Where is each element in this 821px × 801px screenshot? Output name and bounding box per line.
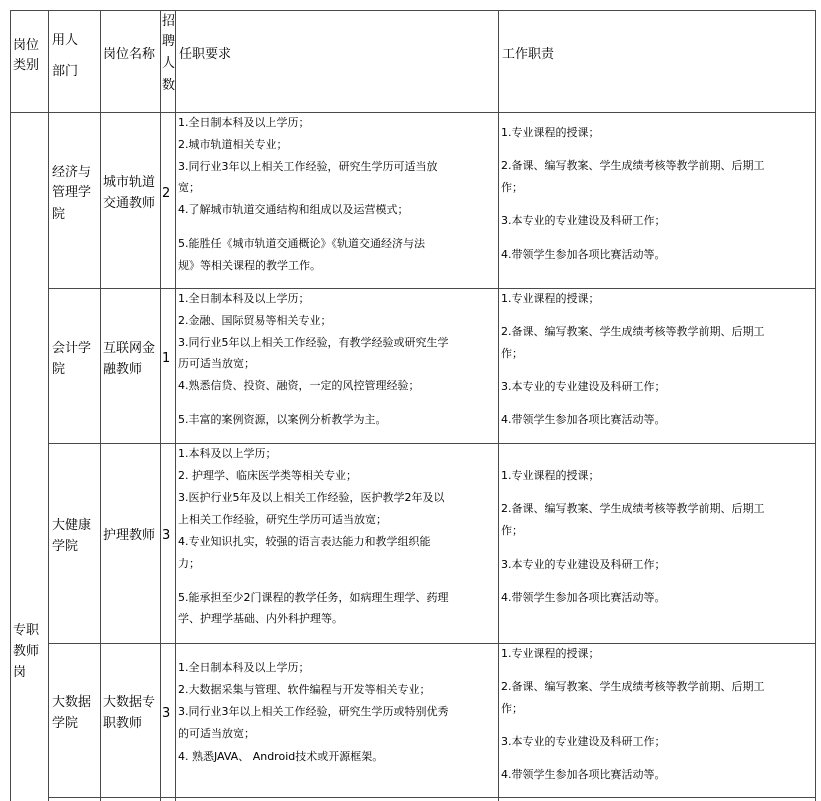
row3-req-3: 3.医护行业5年及以上相关工作经验，医护教学2年及以 xyxy=(178,491,445,504)
row1-req-6: 5.能胜任《城市轨道交通概论》《轨道交通经济与法 xyxy=(178,237,425,250)
row2-duty-5: 4.带领学生参加各项比赛活动等。 xyxy=(501,413,666,426)
row3-req-8: 学、护理学基础、内外科护理等。 xyxy=(178,612,343,625)
row2-duty-1: 1.专业课程的授课； xyxy=(501,292,600,305)
row1-duty-5: 4.带领学生参加各项比赛活动等。 xyxy=(501,248,666,261)
row1-dept-3: 院 xyxy=(52,207,66,222)
header-duties: 工作职责 xyxy=(502,47,555,62)
row3-dept-1: 大健康 xyxy=(52,518,92,533)
row4-dept-2: 学院 xyxy=(52,716,79,731)
row2-req-6: 5.丰富的案例资源，以案例分析教学为主。 xyxy=(178,413,387,426)
row1-position-2: 交通教师 xyxy=(103,196,156,211)
row2-dept-2: 院 xyxy=(52,362,66,377)
row3-req-2: 2. 护理学、临床医学类等相关专业； xyxy=(178,469,357,482)
row2-duty-4: 3.本专业的专业建设及科研工作； xyxy=(501,380,666,393)
row2-position-2: 融教师 xyxy=(103,362,143,377)
col-line-0 xyxy=(10,10,11,801)
col-line-1 xyxy=(48,10,49,801)
row2-duty-2: 2.备课、编写教案、学生成绩考核等教学前期、后期工 xyxy=(501,325,765,338)
row4-duty-3: 作； xyxy=(501,702,523,715)
row3-req-4: 上相关工作经验，研究生学历可适当放宽； xyxy=(178,513,387,526)
category-line2: 教师 xyxy=(13,644,40,659)
row4-req-5: 4. 熟悉JAVA、 Android技术或开源框架。 xyxy=(178,750,384,763)
row-divider-1 xyxy=(48,288,816,289)
header-dept-line1: 用人 xyxy=(52,33,79,48)
row1-dept-2: 管理学 xyxy=(52,185,92,200)
header-count-1: 招 xyxy=(162,14,176,29)
header-position: 岗位名称 xyxy=(103,47,156,62)
row1-req-7: 规》等相关课程的教学工作。 xyxy=(178,259,321,272)
header-divider xyxy=(10,112,816,113)
row3-duty-3: 作； xyxy=(501,524,523,537)
row1-req-3: 3.同行业3年以上相关工作经验，研究生学历可适当放 xyxy=(178,160,438,173)
col-line-3 xyxy=(160,10,161,801)
row4-req-1: 1.全日制本科及以上学历； xyxy=(178,661,310,674)
row3-position-1: 护理教师 xyxy=(103,528,156,543)
row4-position-1: 大数据专 xyxy=(103,695,156,710)
row2-req-5: 4.熟悉信贷、投资、融资，一定的风控管理经验； xyxy=(178,379,420,392)
row1-duty-2: 2.备课、编写教案、学生成绩考核等教学前期、后期工 xyxy=(501,159,765,172)
row2-dept-1: 会计学 xyxy=(52,341,92,356)
row-divider-3 xyxy=(48,643,816,644)
category-line3: 岗 xyxy=(13,665,27,680)
row3-duty-5: 4.带领学生参加各项比赛活动等。 xyxy=(501,591,666,604)
header-category-line2: 类别 xyxy=(13,58,40,73)
row4-req-2: 2.大数据采集与管理、软件编程与开发等相关专业； xyxy=(178,683,431,696)
header-dept-line2: 部门 xyxy=(52,64,79,79)
row1-position-1: 城市轨道 xyxy=(103,175,156,190)
row1-req-5: 4.了解城市轨道交通结构和组成以及运营模式； xyxy=(178,203,409,216)
row2-duty-3: 作； xyxy=(501,347,523,360)
row4-duty-1: 1.专业课程的授课； xyxy=(501,647,600,660)
row4-position-2: 职教师 xyxy=(103,716,143,731)
row3-req-1: 1.本科及以上学历； xyxy=(178,447,277,460)
row2-position-1: 互联网金 xyxy=(103,341,156,356)
col-line-4 xyxy=(175,10,176,801)
row1-count: 2 xyxy=(162,186,171,201)
row3-req-5: 4.专业知识扎实，较强的语言表达能力和教学组织能 xyxy=(178,535,431,548)
row3-req-6: 力； xyxy=(178,557,200,570)
header-count-4: 数 xyxy=(162,78,176,93)
row3-count: 3 xyxy=(162,528,171,543)
row1-req-4: 宽； xyxy=(178,181,200,194)
row4-req-4: 的可适当放宽； xyxy=(178,727,255,740)
row4-count: 3 xyxy=(162,706,171,721)
row1-duty-4: 3.本专业的专业建设及科研工作； xyxy=(501,214,666,227)
row3-duty-1: 1.专业课程的授课； xyxy=(501,469,600,482)
row1-dept-1: 经济与 xyxy=(52,165,92,180)
row1-duty-3: 作； xyxy=(501,181,523,194)
row1-duty-1: 1.专业课程的授课； xyxy=(501,126,600,139)
row3-duty-2: 2.备课、编写教案、学生成绩考核等教学前期、后期工 xyxy=(501,502,765,515)
row4-duty-4: 3.本专业的专业建设及科研工作； xyxy=(501,735,666,748)
row4-duty-5: 4.带领学生参加各项比赛活动等。 xyxy=(501,768,666,781)
col-line-6 xyxy=(815,10,816,801)
table-border-top xyxy=(10,10,816,11)
row3-req-7: 5.能承担至少2门课程的教学任务，如病理生理学、药理 xyxy=(178,591,449,604)
row2-req-1: 1.全日制本科及以上学历； xyxy=(178,292,310,305)
row2-req-3: 3.同行业5年以上相关工作经验，有教学经验或研究生学 xyxy=(178,336,449,349)
row3-duty-4: 3.本专业的专业建设及科研工作； xyxy=(501,558,666,571)
header-category-line1: 岗位 xyxy=(13,38,40,53)
row2-count: 1 xyxy=(162,351,171,366)
row2-req-2: 2.金融、国际贸易等相关专业； xyxy=(178,314,332,327)
category-line1: 专职 xyxy=(13,623,40,638)
row1-req-1: 1.全日制本科及以上学历； xyxy=(178,116,310,129)
header-count-3: 人 xyxy=(162,56,176,71)
row4-duty-2: 2.备课、编写教案、学生成绩考核等教学前期、后期工 xyxy=(501,680,765,693)
row2-req-4: 历可适当放宽； xyxy=(178,357,255,370)
row1-req-2: 2.城市轨道相关专业； xyxy=(178,138,288,151)
header-requirements: 任职要求 xyxy=(179,47,232,62)
col-line-2 xyxy=(100,10,101,801)
row3-dept-2: 学院 xyxy=(52,539,79,554)
row-divider-4 xyxy=(48,797,816,798)
row4-req-3: 3.同行业3年以上相关工作经验，研究生学历或特别优秀 xyxy=(178,705,449,718)
header-count-2: 聘 xyxy=(162,34,176,49)
col-line-5 xyxy=(498,10,499,801)
row-divider-2 xyxy=(48,443,816,444)
row4-dept-1: 大数据 xyxy=(52,695,92,710)
